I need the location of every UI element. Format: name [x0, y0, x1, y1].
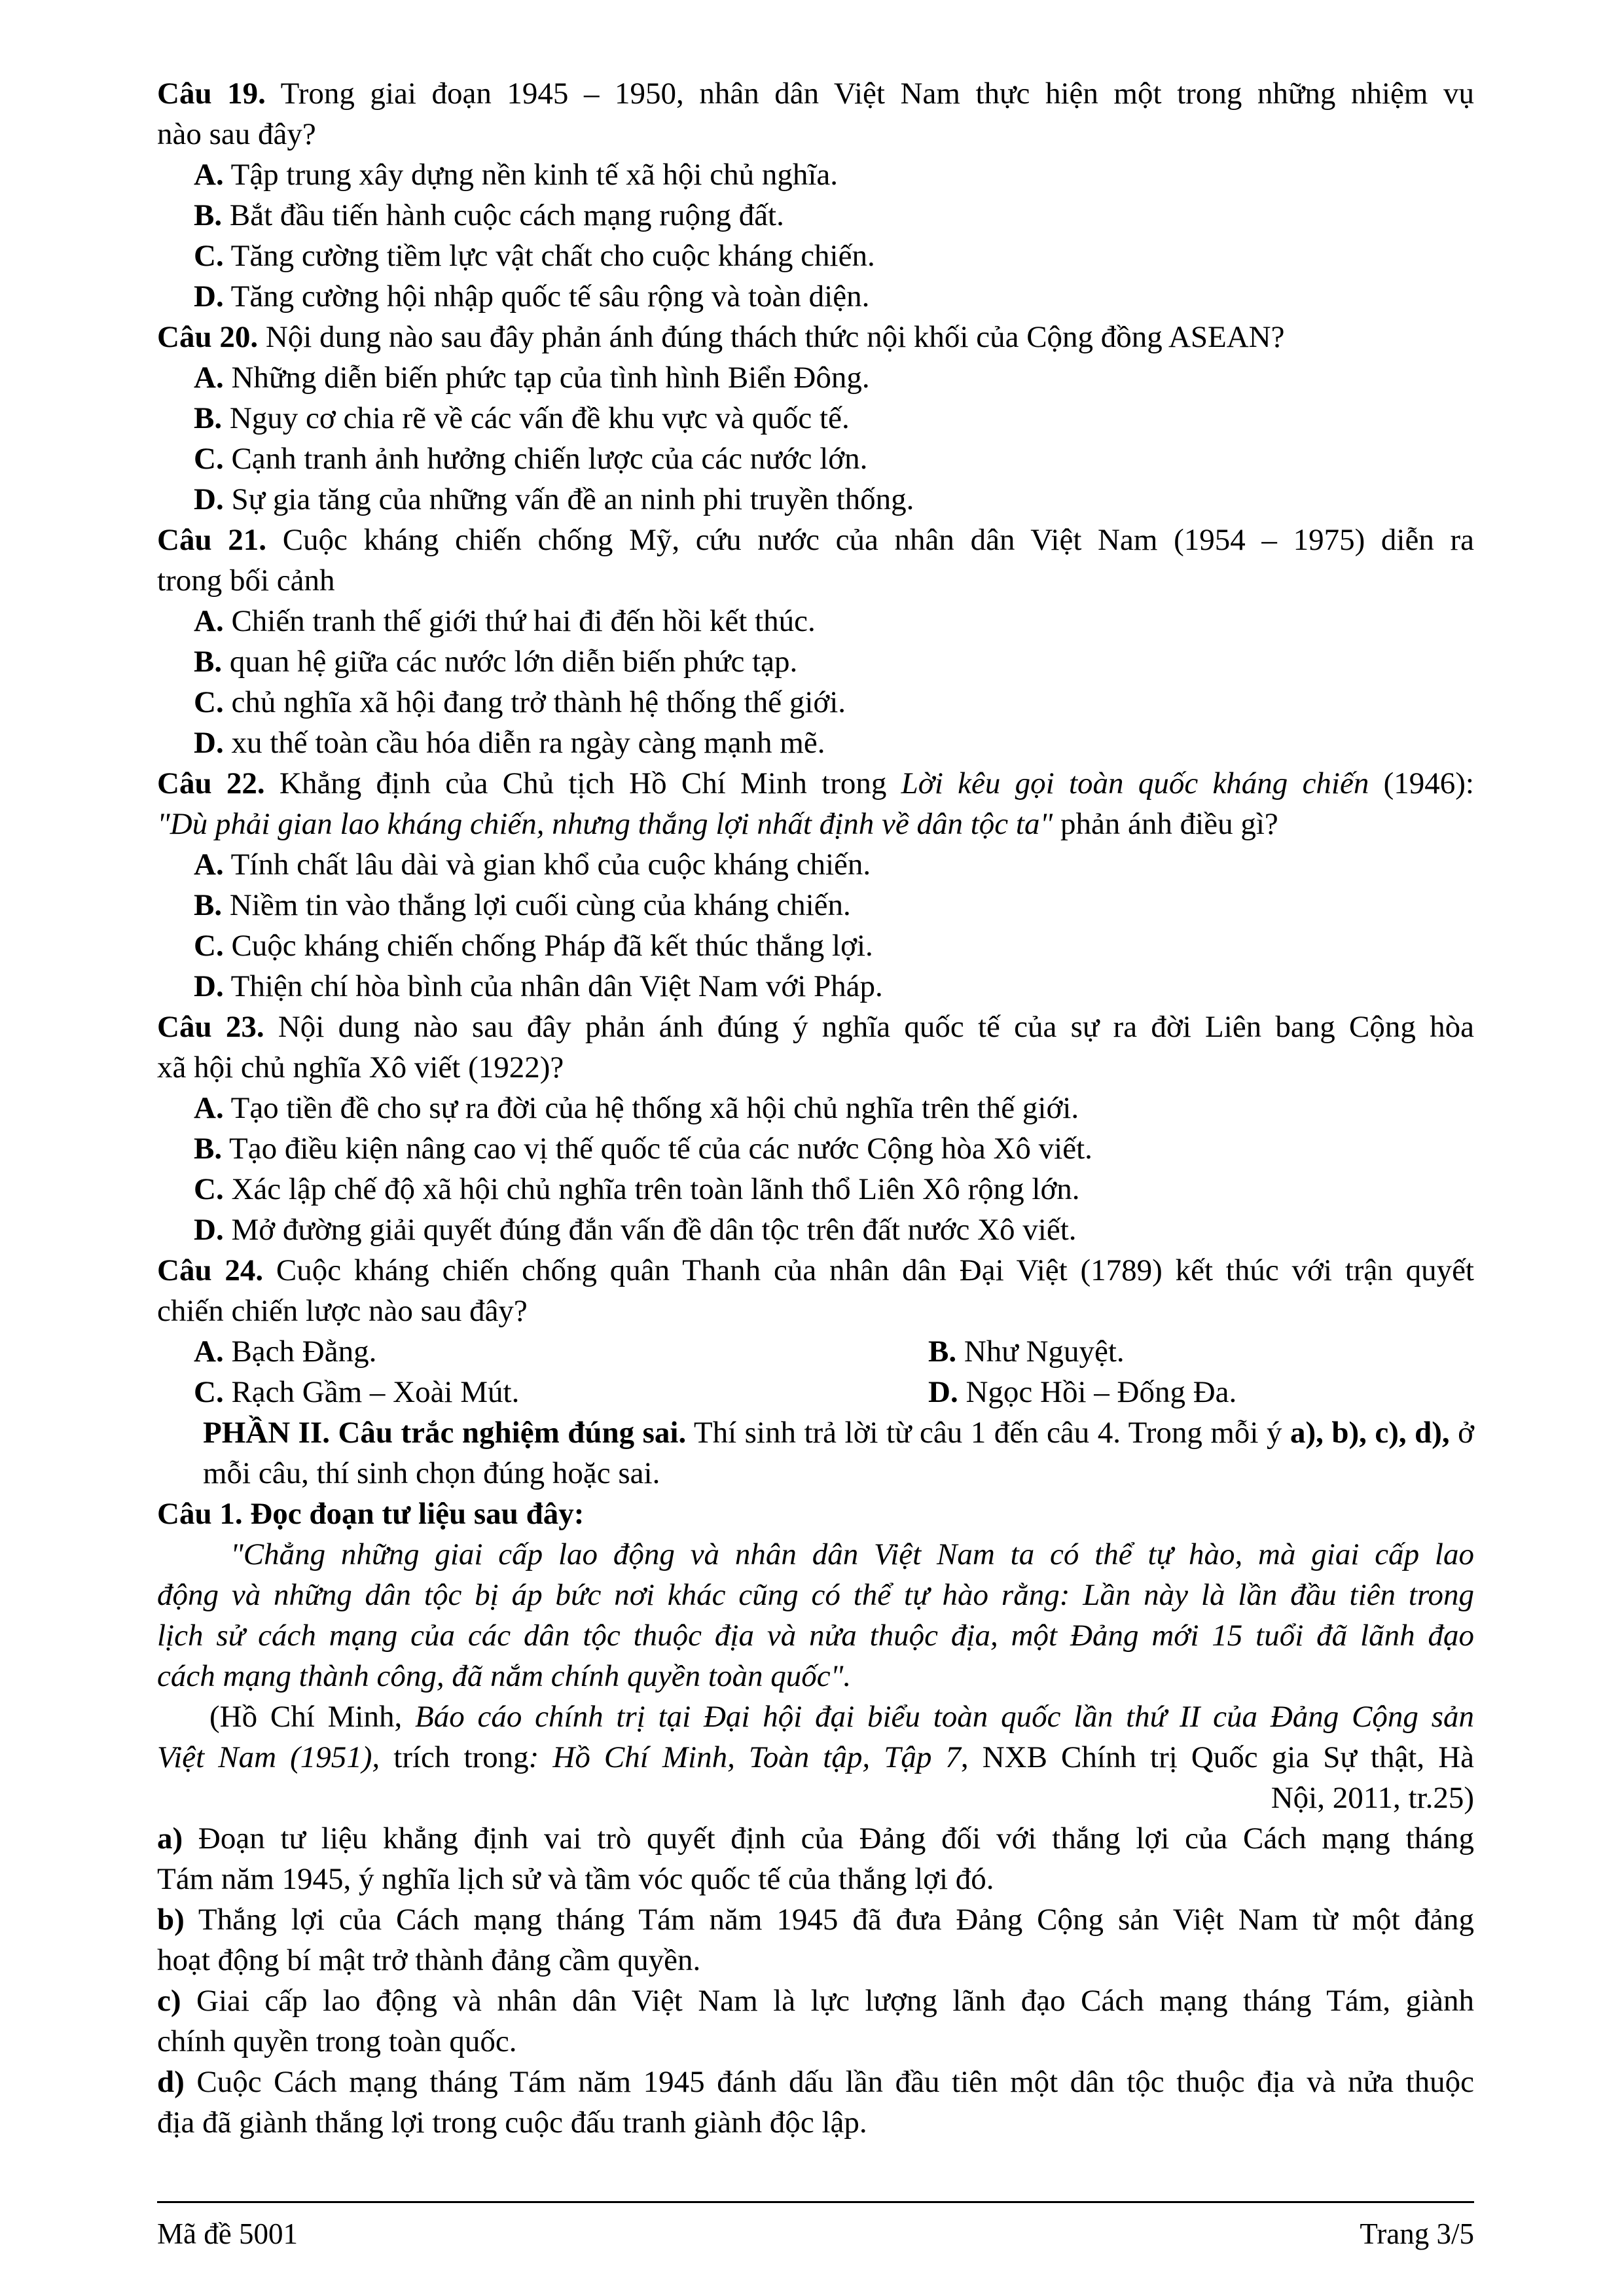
question-21	[157, 520, 1474, 560]
statement-label: c)	[157, 1984, 181, 2018]
question-24	[157, 1250, 1474, 1291]
citation-line	[157, 1737, 1474, 1778]
statement-b	[157, 1899, 1474, 1940]
option-text: Tạo điều kiện nâng cao vị thế quốc tế của các nước Cộng hòa Xô viết.	[229, 1132, 1092, 1166]
option-label: C.	[194, 929, 224, 963]
option-b	[157, 398, 1474, 439]
part-2-header	[157, 1412, 1474, 1453]
question-23	[157, 1007, 1474, 1047]
option-b	[157, 641, 1474, 682]
option-label: D.	[194, 279, 224, 314]
option-text: Tính chất lâu dài và gian khổ của cuộc kháng chiến.	[230, 848, 871, 882]
option-text: Nguy cơ chia rẽ về các vấn đề khu vực và quốc tế.	[229, 401, 850, 435]
statement-text-cont: hoạt động bí mật trở thành đảng cầm quyền.	[157, 1943, 701, 1977]
option-label: D.	[194, 726, 224, 760]
option-label: C.	[194, 685, 224, 719]
option-label: B.	[194, 401, 223, 435]
option-label: A.	[194, 1335, 224, 1369]
source-quote-line: "Chẳng những giai cấp lao động và nhân dân Việt Nam ta có thể tự hào, mà giai cấp lao	[230, 1537, 1474, 1571]
options-row	[157, 1372, 1474, 1412]
option-text: Bắt đầu tiến hành cuộc cách mạng ruộng đất.	[229, 198, 784, 232]
question-text-cont: chiến chiến lược nào sau đây?	[157, 1294, 528, 1328]
option-label: A.	[194, 361, 224, 395]
option-text: xu thế toàn cầu hóa diễn ra ngày càng mạnh mẽ.	[231, 726, 825, 760]
question-text-cont: xã hội chủ nghĩa Xô viết (1922)?	[157, 1050, 564, 1085]
option-text: Cuộc kháng chiến chống Pháp đã kết thúc thắng lợi.	[231, 929, 873, 963]
question-number: Câu 24.	[157, 1253, 264, 1287]
question-text-cont: nào sau đây?	[157, 117, 316, 151]
option-label: B.	[928, 1335, 957, 1369]
option-label: A.	[194, 158, 224, 192]
citation-title: Việt Nam (1951),	[157, 1740, 380, 1774]
option-text: Mở đường giải quyết đúng đắn vấn đề dân tộc trên đất nước Xô viết.	[231, 1213, 1077, 1247]
instruction-text-cont: mỗi câu, thí sinh chọn đúng hoặc sai.	[203, 1456, 660, 1490]
option-label: A.	[194, 604, 224, 638]
page-footer	[157, 2215, 1474, 2252]
instruction-bold: a), b), c), d),	[1290, 1416, 1450, 1450]
option-text: Ngọc Hồi – Đống Đa.	[965, 1375, 1237, 1409]
option-text: Thiện chí hòa bình của nhân dân Việt Nam với Pháp.	[230, 969, 883, 1003]
option-label: B.	[194, 888, 223, 922]
option-text: Rạch Gầm – Xoài Mút.	[231, 1375, 520, 1409]
statement-text: Cuộc Cách mạng tháng Tám năm 1945 đánh dấu lần đầu tiên một dân tộc thuộc địa và nửa thuộc	[184, 2065, 1474, 2099]
question-1-heading: Câu 1. Đọc đoạn tư liệu sau đây:	[157, 1497, 585, 1531]
option-label: B.	[194, 1132, 223, 1166]
option-d	[157, 966, 1474, 1007]
page-number: Trang 3/5	[1360, 2217, 1474, 2250]
exam-code: Mã đề 5001	[157, 2217, 298, 2250]
option-text: Chiến tranh thế giới thứ hai đi đến hồi kết thúc.	[231, 604, 816, 638]
question-number: Câu 22.	[157, 766, 265, 800]
option-text: Tăng cường tiềm lực vật chất cho cuộc kháng chiến.	[230, 239, 875, 273]
option-text: Niềm tin vào thắng lợi cuối cùng của kháng chiến.	[229, 888, 851, 922]
option-text: Sự gia tăng của những vấn đề an ninh phi truyền thống.	[231, 482, 914, 516]
option-d	[157, 276, 1474, 317]
option-label: A.	[194, 1091, 224, 1125]
citation-title: : Hồ Chí Minh, Toàn tập, Tập 7	[528, 1740, 961, 1774]
statement-a	[157, 1818, 1474, 1859]
option-label: A.	[194, 848, 224, 882]
option-text: Bạch Đằng.	[231, 1335, 377, 1369]
option-d	[157, 479, 1474, 520]
option-label: C.	[194, 442, 224, 476]
question-number: Câu 23.	[157, 1010, 264, 1044]
option-c	[157, 236, 1474, 276]
citation-text: , NXB Chính trị Quốc gia Sự thật, Hà	[960, 1740, 1474, 1774]
statement-text: Giai cấp lao động và nhân dân Việt Nam là lực lượng lãnh đạo Cách mạng tháng Tám, giành	[181, 1984, 1474, 2018]
option-c	[157, 925, 1474, 966]
question-number: Câu 19.	[157, 77, 266, 111]
option-a	[157, 357, 1474, 398]
statement-text: Thắng lợi của Cách mạng tháng Tám năm 1945 đã đưa Đảng Cộng sản Việt Nam từ một đảng	[184, 1903, 1474, 1937]
option-text: Tập trung xây dựng nền kinh tế xã hội chủ nghĩa.	[230, 158, 839, 192]
option-c	[157, 1169, 1474, 1210]
option-text: Như Nguyệt.	[964, 1335, 1125, 1369]
option-b	[157, 1128, 1474, 1169]
question-text: Khẳng định của Chủ tịch Hồ Chí Minh trong	[279, 766, 901, 800]
statement-text-cont: địa đã giành thắng lợi trong cuộc đấu tranh giành độc lập.	[157, 2106, 867, 2140]
statement-text-cont: Tám năm 1945, ý nghĩa lịch sử và tầm vóc quốc tế của thắng lợi đó.	[157, 1862, 994, 1896]
section-heading: PHẦN II. Câu trắc nghiệm đúng sai.	[203, 1416, 687, 1450]
statement-d	[157, 2062, 1474, 2102]
option-b	[928, 1331, 1125, 1372]
question-text: Cuộc kháng chiến chống quân Thanh của nhân dân Đại Việt (1789) kết thúc với trận quyết	[276, 1253, 1474, 1287]
options-row	[157, 1331, 1474, 1372]
source-quote-line: cách mạng thành công, đã nắm chính quyền toàn quốc".	[157, 1659, 852, 1693]
citation-line: Nội, 2011, tr.25)	[1271, 1781, 1474, 1815]
option-label: D.	[194, 1213, 224, 1247]
question-text: Nội dung nào sau đây phản ánh đúng ý nghĩa quốc tế của sự ra đời Liên bang Cộng hòa	[278, 1010, 1474, 1044]
document-title: Lời kêu gọi toàn quốc kháng chiến	[901, 766, 1369, 800]
instruction-text: Thí sinh trả lời từ câu 1 đến câu 4. Trong mỗi ý	[686, 1416, 1290, 1450]
option-label: C.	[194, 239, 224, 273]
option-text: Cạnh tranh ảnh hưởng chiến lược của các nước lớn.	[231, 442, 868, 476]
citation-text: trích trong	[380, 1740, 529, 1774]
option-text: Những diễn biến phức tạp của tình hình Biển Đông.	[231, 361, 870, 395]
citation-text: (Hồ Chí Minh,	[209, 1700, 415, 1734]
statement-c	[157, 1981, 1474, 2021]
option-text: Tạo tiền đề cho sự ra đời của hệ thống xã hội chủ nghĩa trên thế giới.	[230, 1091, 1079, 1125]
source-quote-line: lịch sử cách mạng của các dân tộc thuộc địa và nửa thuộc địa, một Đảng mới 15 tuổi đã lãnh đạo	[157, 1619, 1474, 1653]
option-c	[194, 1372, 928, 1412]
citation-title: Báo cáo chính trị tại Đại hội đại biểu toàn quốc lần thứ II của Đảng Cộng sản	[415, 1700, 1474, 1734]
footer-divider	[157, 2201, 1474, 2203]
question-text-cont: trong bối cảnh	[157, 564, 335, 598]
question-number: Câu 20.	[157, 320, 259, 354]
question-text-cont	[157, 804, 1474, 844]
question-text: phản ánh điều gì?	[1053, 807, 1278, 841]
option-c	[157, 682, 1474, 723]
exam-page	[157, 73, 1474, 2143]
source-quote-line: động và những dân tộc bị áp bức nơi khác cũng có thể tự hào rằng: Lần này là lần đầu tiên trong	[157, 1578, 1474, 1612]
option-label: D.	[194, 969, 224, 1003]
question-22	[157, 763, 1474, 804]
question-20	[157, 317, 1474, 357]
option-label: D.	[928, 1375, 958, 1409]
option-d	[928, 1372, 1236, 1412]
option-label: C.	[194, 1172, 224, 1206]
option-text: Xác lập chế độ xã hội chủ nghĩa trên toàn lãnh thổ Liên Xô rộng lớn.	[231, 1172, 1080, 1206]
statement-label: a)	[157, 1821, 183, 1856]
option-text: Tăng cường hội nhập quốc tế sâu rộng và toàn diện.	[230, 279, 870, 314]
question-text: Nội dung nào sau đây phản ánh đúng thách thức nội khối của Cộng đồng ASEAN?	[265, 320, 1285, 354]
citation-line	[157, 1696, 1474, 1737]
statement-label: d)	[157, 2065, 185, 2099]
statement-text: Đoạn tư liệu khẳng định vai trò quyết định của Đảng đối với thắng lợi của Cách mạng tháng	[183, 1821, 1474, 1856]
option-a	[157, 844, 1474, 885]
quotation: "Dù phải gian lao kháng chiến, nhưng thắng lợi nhất định về dân tộc ta"	[157, 807, 1053, 841]
question-text: (1946):	[1369, 766, 1474, 800]
question-text: Trong giai đoạn 1945 – 1950, nhân dân Việt Nam thực hiện một trong những nhiệm vụ	[280, 77, 1474, 111]
option-a	[194, 1331, 928, 1372]
option-label: C.	[194, 1375, 224, 1409]
option-text: chủ nghĩa xã hội đang trở thành hệ thống thế giới.	[231, 685, 846, 719]
option-a	[157, 1088, 1474, 1128]
option-text: quan hệ giữa các nước lớn diễn biến phức tạp.	[229, 645, 798, 679]
statement-label: b)	[157, 1903, 185, 1937]
option-c	[157, 439, 1474, 479]
option-label: D.	[194, 482, 224, 516]
question-text: Cuộc kháng chiến chống Mỹ, cứu nước của nhân dân Việt Nam (1954 – 1975) diễn ra	[282, 523, 1474, 557]
option-a	[157, 601, 1474, 641]
option-b	[157, 195, 1474, 236]
option-d	[157, 723, 1474, 763]
option-b	[157, 885, 1474, 925]
question-19	[157, 73, 1474, 114]
option-label: B.	[194, 645, 223, 679]
statement-text-cont: chính quyền trong toàn quốc.	[157, 2024, 517, 2058]
option-d	[157, 1210, 1474, 1250]
option-label: B.	[194, 198, 223, 232]
option-a	[157, 154, 1474, 195]
question-number: Câu 21.	[157, 523, 267, 557]
instruction-text: ở	[1449, 1416, 1474, 1450]
